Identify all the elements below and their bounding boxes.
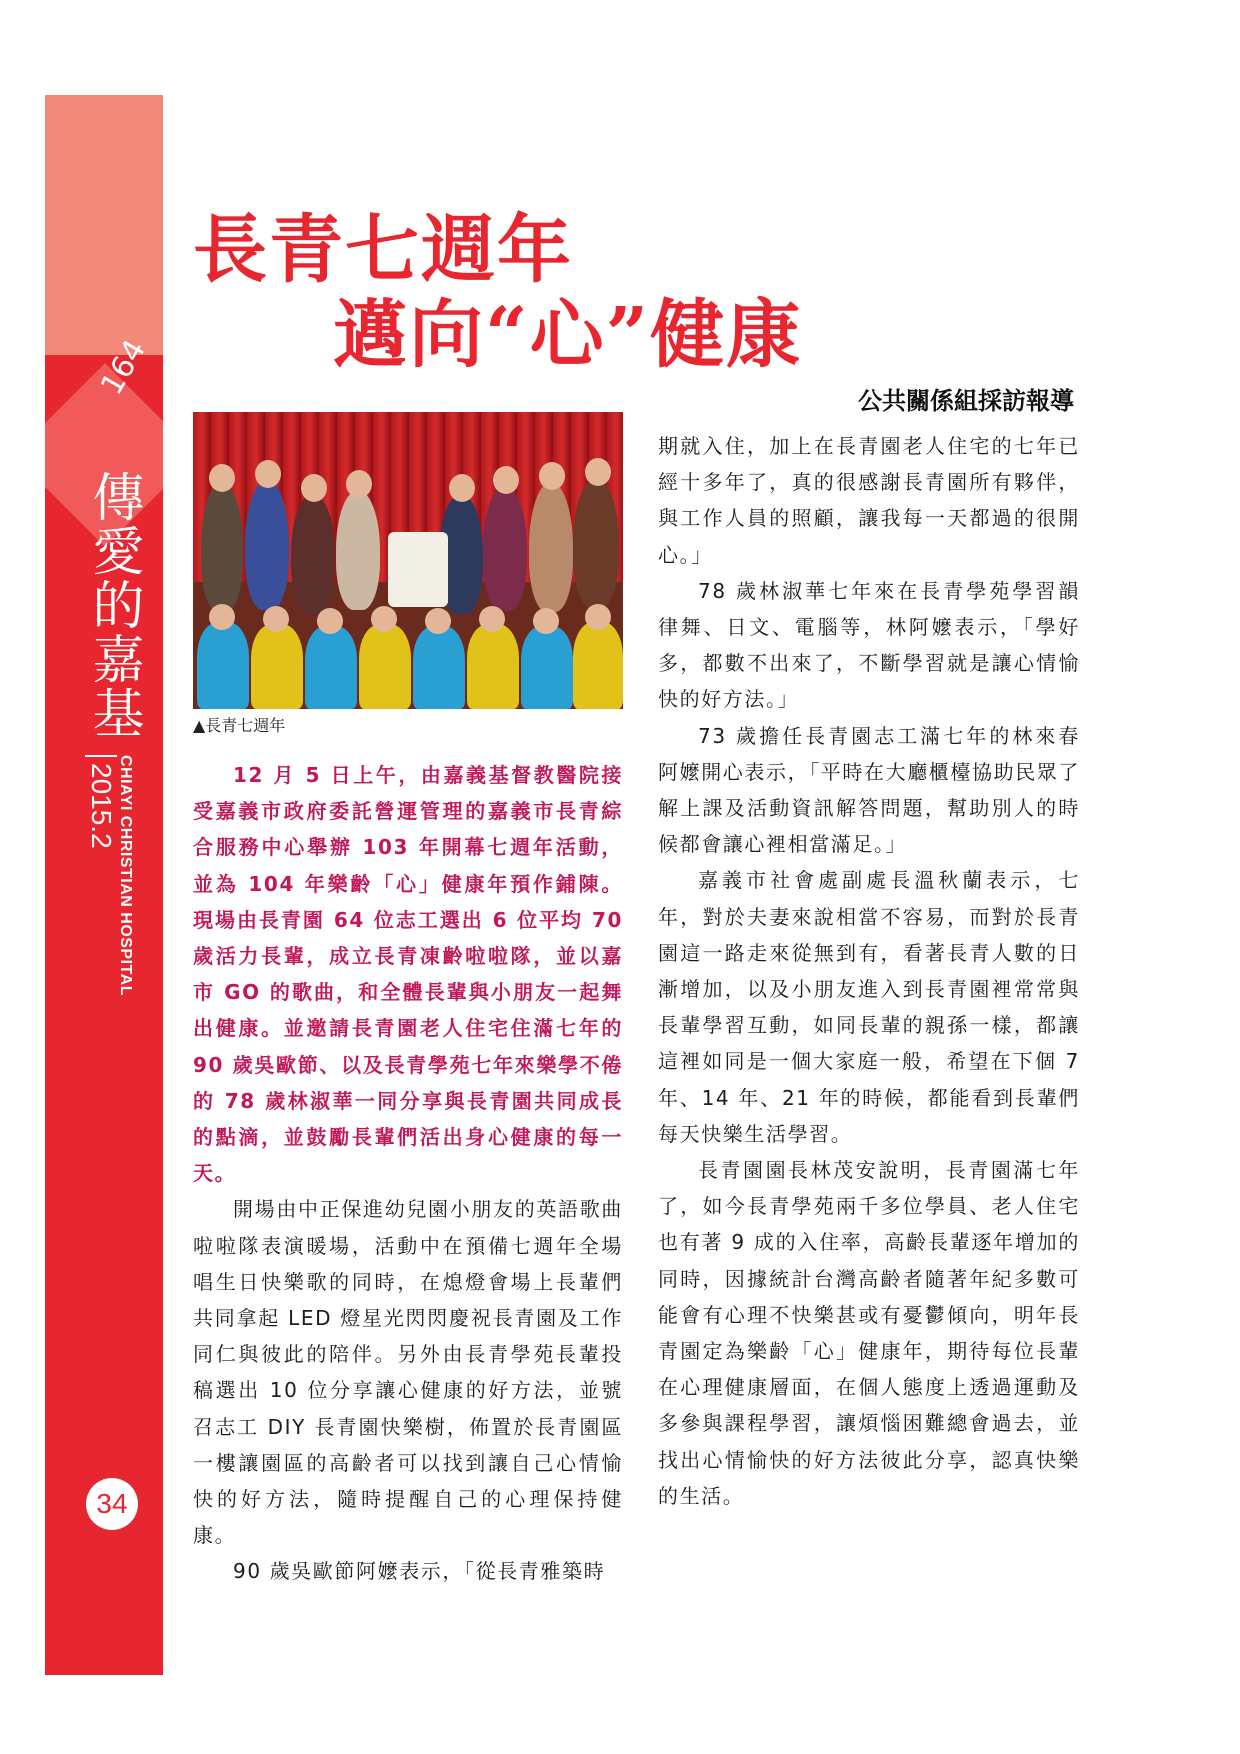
body-paragraph-continued: 期就入住，加上在長青園老人住宅的七年已經十多年了，真的很感謝長青園所有夥伴，與工作人員的照顧，讓我每一天都過的很開心。」	[658, 434, 1080, 567]
body-paragraph: 90 歲吳歐節阿嬤表示，「從長青雅築時	[233, 1559, 606, 1584]
article-column-right	[658, 428, 1080, 1514]
celebration-photo	[193, 412, 623, 709]
body-paragraph: 長青園園長林茂安說明，長青園滿七年了，如今長青學苑兩千多位學員、老人住宅也有著 9 成的入住率，高齡長輩逐年增加的同時，因據統計台灣高齡者隨著年紀多數可能會有心理不快樂甚或有憂鬱傾向，明年長青園定為樂齡「心」健康年，期待每位長輩在心理健康層面，在個人態度上透過運動及多參與課程學習，讓煩惱困難總會過去，並找出心情愉快的好方法彼此分享，認真快樂的生活。	[658, 1158, 1080, 1508]
body-paragraph: 嘉義市社會處副處長溫秋蘭表示，七年，對於夫妻來說相當不容易，而對於長青園這一路走來從無到有，看著長青人數的日漸增加，以及小朋友進入到長青園裡常常與長輩學習互動，如同長輩的親孫一樣，都讓這裡如同是一個大家庭一般，希望在下個 7 年、14 年、21 年的時候，都能看到長輩們每天快樂生活學習。	[658, 868, 1080, 1146]
photo-caption: ▲長青七週年	[193, 716, 286, 735]
page-number: 34	[86, 1478, 138, 1530]
issue-number: 164	[94, 333, 154, 402]
lead-paragraph: 12 月 5 日上午，由嘉義基督教醫院接受嘉義市政府委託營運管理的嘉義市長青綜合服務中心舉辦 103 年開幕七週年活動，並為 104 年樂齡「心」健康年預作鋪陳。現場由長青園 64 位志工選出 6 位平均 70 歲活力長輩，成立長青凍齡啦啦隊，並以嘉市 GO 的歌曲，和全體長輩與小朋友一起舞出健康。並邀請長青園老人住宅住滿七年的 90 歲吳歐節、以及長青學苑七年來樂學不倦的 78 歲林淑華一同分享與長青園共同成長的點滴，並鼓勵長輩們活出身心健康的每一天。	[193, 763, 623, 1186]
article-byline: 公共關係組採訪報導	[858, 386, 1074, 415]
article-column-left	[193, 757, 623, 1590]
body-paragraph: 73 歲擔任長青園志工滿七年的林來春阿嬤開心表示，「平時在大廳櫃檯協助民眾了解上課及活動資訊解答問題，幫助別人的時候都會讓心裡相當滿足。」	[658, 723, 1080, 857]
body-paragraph: 78 歲林淑華七年來在長青學苑學習韻律舞、日文、電腦等，林阿嬤表示，「學好多，都數不出來了，不斷學習就是讓心情愉快的好方法。」	[658, 578, 1080, 712]
hospital-name: CHIAYI CHRISTIAN HOSPITAL	[117, 755, 134, 996]
sidebar-top-band	[45, 95, 163, 355]
issue-date: 2015.2	[85, 755, 117, 849]
birthday-cake	[388, 532, 448, 607]
magazine-sidebar	[45, 95, 163, 1675]
article-title-line1: 長青七週年	[193, 207, 573, 293]
article-title-line2: 邁向“心”健康	[333, 292, 803, 378]
magazine-title: 傳愛的嘉基	[83, 470, 143, 740]
body-paragraph: 開場由中正保進幼兒園小朋友的英語歌曲啦啦隊表演暖場，活動中在預備七週年全場唱生日快樂歌的同時，在熄燈會場上長輩們共同拿起 LED 燈星光閃閃慶祝長青園及工作同仁與彼此的陪伴。另外由長青學苑長輩投稿選出 10 位分享讓心健康的好方法，並號召志工 DIY 長青園快樂樹，佈置於長青園區一樓讓園區的高齡者可以找到讓自己心情愉快的好方法，隨時提醒自己的心理保持健康。	[193, 1197, 623, 1548]
